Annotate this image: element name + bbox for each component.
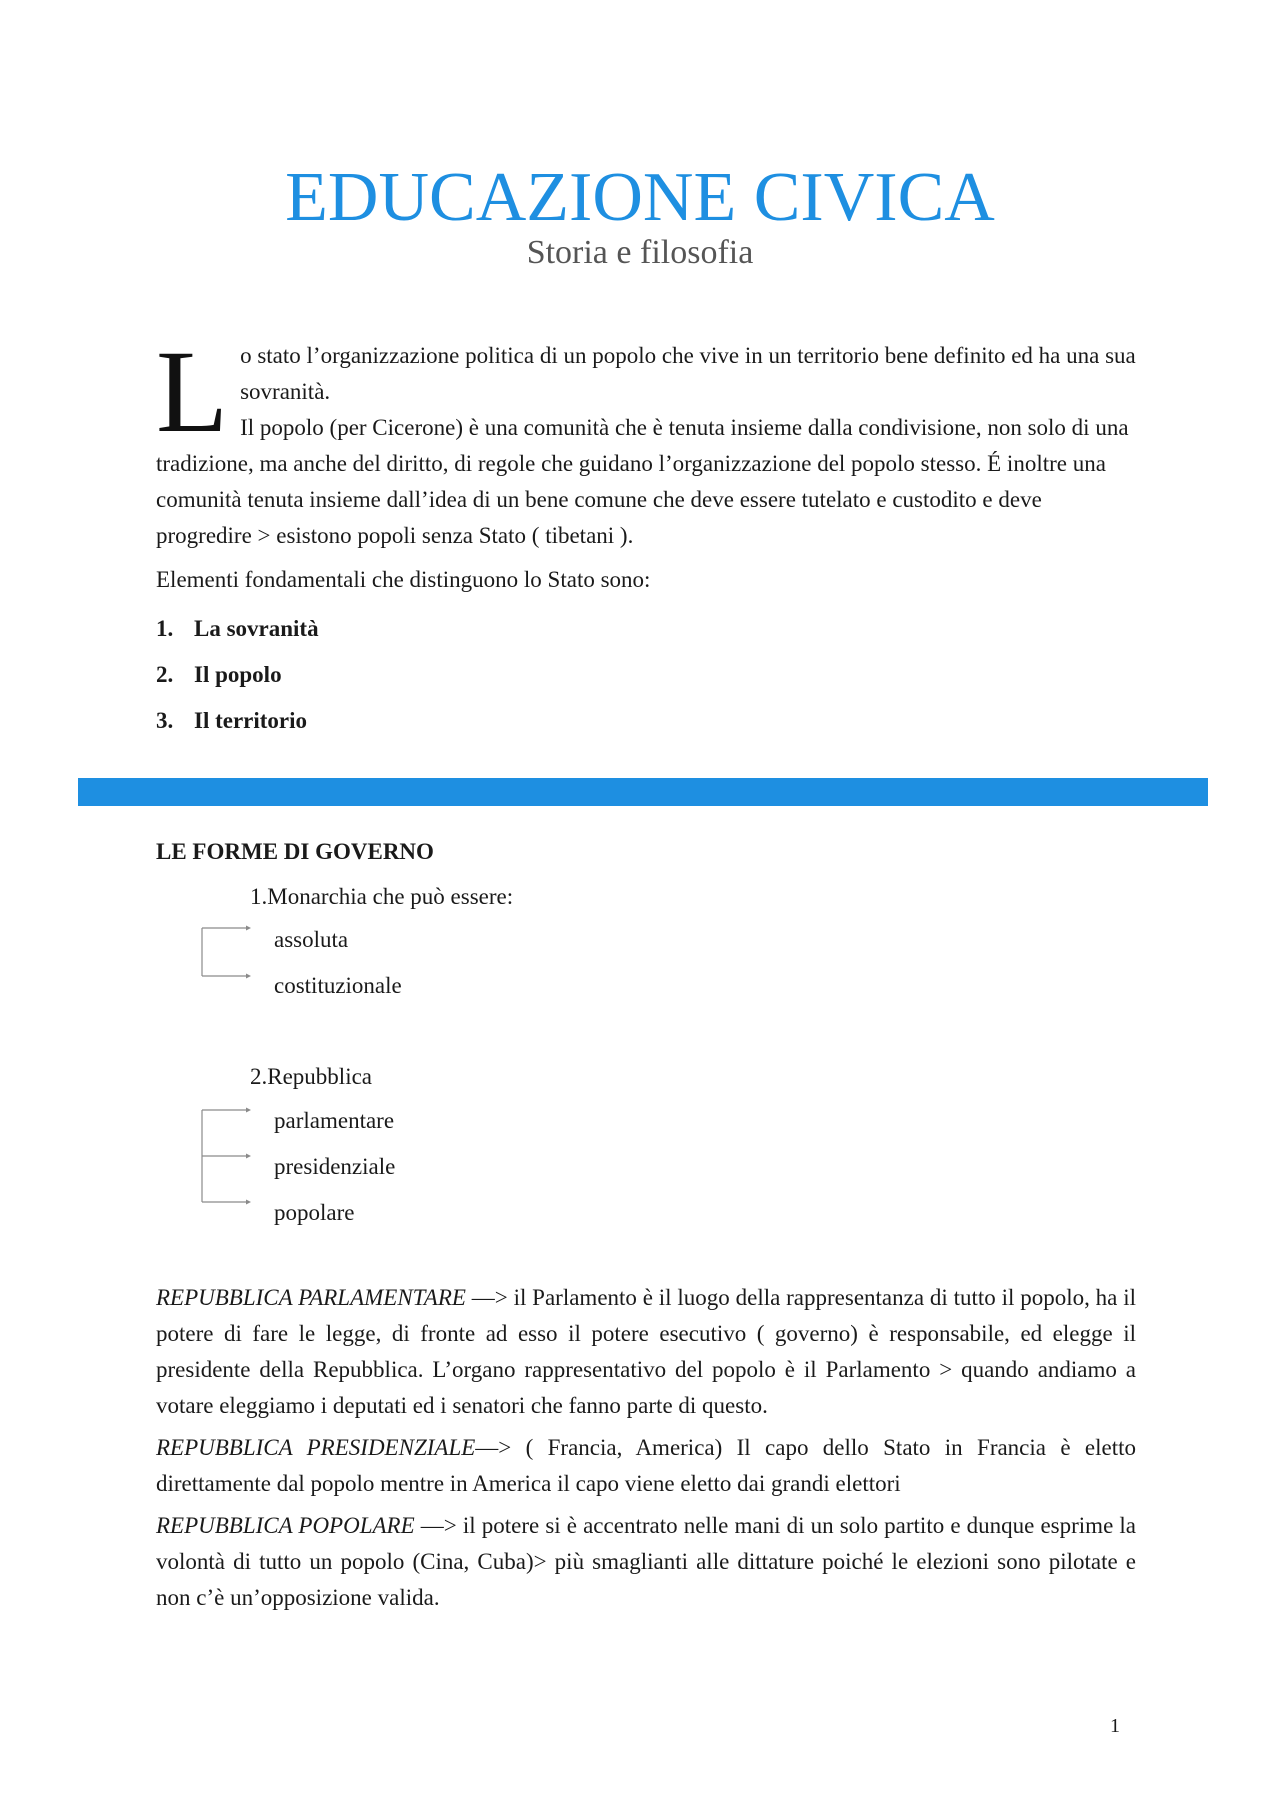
definition-term: REPUBBLICA PRESIDENZIALE: [156, 1435, 476, 1460]
list-item-number: 1.: [156, 616, 174, 641]
definition-arrow: —>: [465, 1285, 514, 1310]
elements-intro: Elementi fondamentali che distinguono lo Stato sono:: [156, 567, 651, 592]
definition-paragraph: [156, 1430, 1136, 1502]
definition-arrow: —>: [475, 1435, 526, 1460]
definition-paragraph: [156, 1508, 1136, 1616]
definition-arrow: —>: [414, 1513, 463, 1538]
definition-text: il Parlamento è il luogo della rappresentanza di tutto il popolo, ha il potere di fare le legge, di fronte ad esso il potere esecutivo ( governo) è responsabile, ed elegge il presidente della Repubblica. L’organo rappresentativo del popolo è il Parlamento > quando andiamo a votare eleggiamo i deputati ed i senatori che fanno parte di questo.: [156, 1285, 1136, 1418]
definition-text: il potere si è accentrato nelle mani di un solo partito e dunque esprime la volontà di tutto un popolo (Cina, Cuba)> più smaglianti alle dittature poiché le elezioni sono pilotate e non c’è un’opposizione valida.: [156, 1513, 1136, 1610]
list-item-number: 2.: [156, 662, 174, 687]
definition-paragraph: [156, 1280, 1136, 1424]
list-item: [156, 698, 1136, 744]
republic-tree-connector: [198, 1102, 254, 1226]
drop-cap: L: [156, 326, 229, 457]
document-subtitle: Storia e filosofia: [526, 234, 754, 271]
republic-item-presidential: presidenziale: [274, 1154, 396, 1179]
list-item-label: Il popolo: [194, 662, 282, 687]
section-divider-bar: [78, 778, 1208, 806]
republic-item-popular: popolare: [274, 1200, 355, 1225]
republic-head: 2.Repubblica: [250, 1064, 372, 1089]
monarchy-tree-connector: [198, 920, 254, 1000]
republic-item-parliamentary: parlamentare: [274, 1108, 395, 1133]
definition-term: REPUBBLICA PARLAMENTARE: [156, 1285, 466, 1310]
list-item-label: La sovranità: [194, 616, 319, 641]
definition-term: REPUBBLICA POPOLARE: [156, 1513, 415, 1538]
list-item-number: 3.: [156, 708, 174, 733]
intro-paragraph-2: Il popolo (per Cicerone) è una comunità che è tenuta insieme dalla condivisione, non solo di una tradizione, ma anche del diritto, di regole che guidano l’organizzazione del popolo stesso. É inoltre una comunità tenuta insieme dall’idea di un bene comune che deve essere tutelato e custodito e deve progredire > esistono popoli senza Stato ( tibetani ).: [156, 415, 1129, 548]
definition-text: ( Francia, America) Il capo dello Stato in Francia è eletto direttamente dal popolo mentre in America il capo viene eletto dai grandi elettori: [156, 1435, 1136, 1496]
definitions-section: [156, 1280, 1136, 1622]
document-title: EDUCAZIONE CIVICA: [285, 159, 995, 236]
forms-heading: LE FORME DI GOVERNO: [156, 839, 434, 864]
state-elements-list: [156, 606, 1136, 744]
monarchy-item-absolute: assoluta: [274, 927, 349, 952]
monarchy-head: 1.Monarchia che può essere:: [250, 884, 514, 909]
page-number: 1: [1110, 1715, 1120, 1737]
intro-section: [156, 326, 1136, 744]
intro-paragraph-1: o stato l’organizzazione politica di un popolo che vive in un territorio bene definito ed ha una sua sovranità.: [240, 343, 1136, 404]
list-item: [156, 606, 1136, 652]
list-item: [156, 652, 1136, 698]
monarchy-item-constitutional: costituzionale: [274, 973, 402, 998]
list-item-label: Il territorio: [194, 708, 308, 733]
